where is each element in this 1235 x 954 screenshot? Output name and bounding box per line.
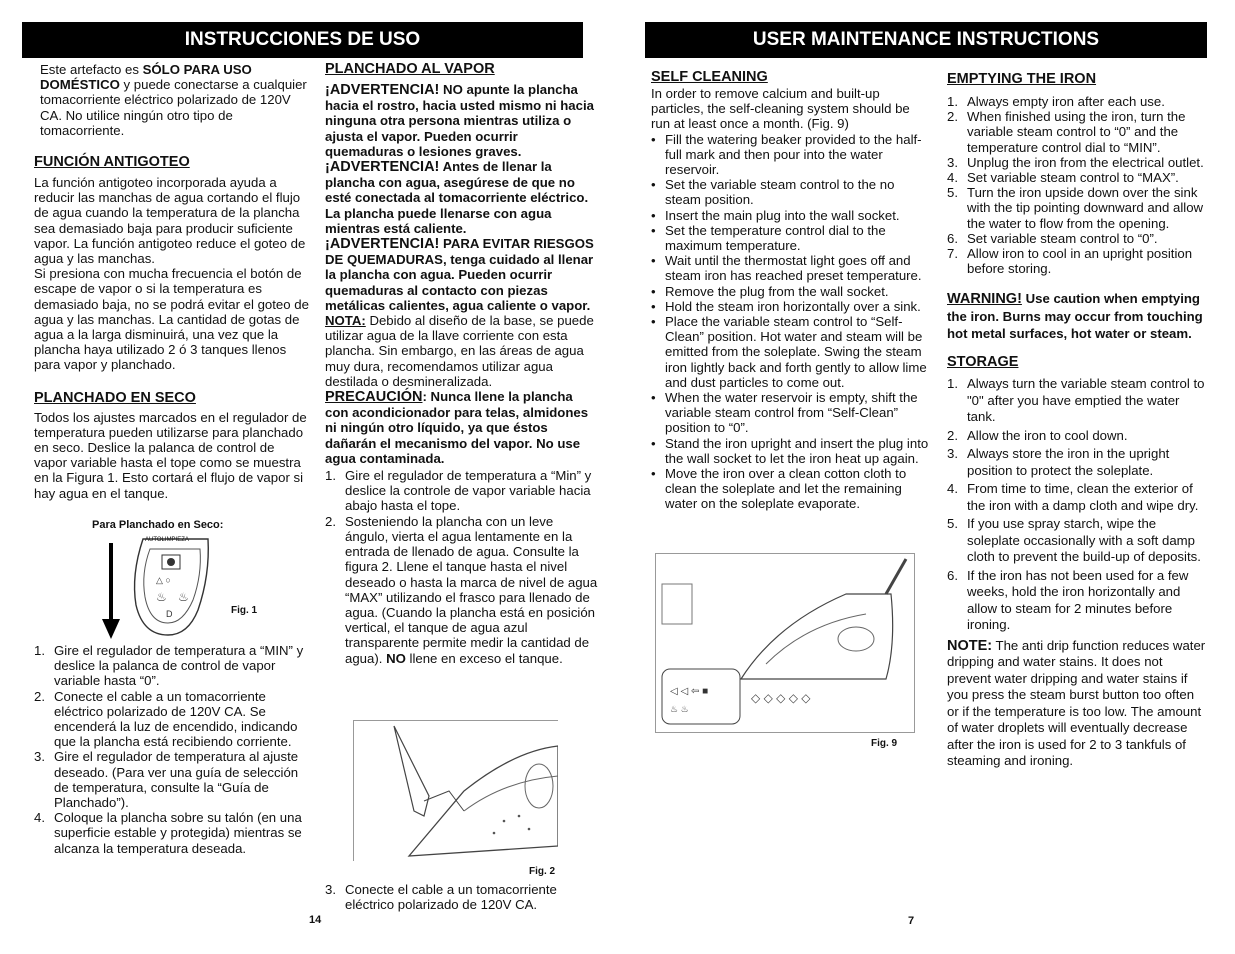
list-item: 6. Set variable steam control to “0”.	[947, 230, 1158, 246]
svg-text:D: D	[166, 609, 173, 619]
left-page-number: 14	[309, 914, 322, 926]
list-item: • When the water reservoir is empty, shift the variable steam control from “Self-Clean” position to “0”.	[651, 390, 918, 436]
emptying-title: EMPTYING THE IRON	[947, 71, 1097, 87]
list-item: 4. From time to time, clean the exterior of the iron with a damp cloth and wipe dry.	[947, 481, 1199, 513]
list-item: 1. Always empty iron after each use.	[947, 94, 1165, 109]
svg-text:♨: ♨	[156, 590, 167, 604]
list-item: 5. Turn the iron upside down over the sink with the tip pointing downward and allow the water to flow from the opening.	[947, 185, 1204, 231]
svg-text:♨ ♨: ♨ ♨	[670, 704, 689, 714]
antigoteo-p2: Si presiona con mucha frecuencia el botón de escape de vapor o si la temperatura es demasiado baja, no se podrá evitar el goteo de agua y las manchas. La cantidad de gotas de agua a la larga disminuirá, una vez que la plancha haya utilizado 2 ó 3 tanques llenos para vapor y planchado.	[34, 266, 309, 373]
list-item: • Wait until the thermostat light goes off and steam iron has reached preset temperature.	[651, 253, 922, 284]
list-item: • Insert the main plug into the wall socket.	[651, 207, 900, 223]
seco-steps	[34, 643, 314, 856]
right-page-number: 7	[908, 915, 915, 927]
right-column-2	[947, 71, 1209, 770]
svg-text:△ ○: △ ○	[156, 575, 171, 585]
list-item: 1. Always turn the variable steam control to "0" after you have emptied the water tank.	[947, 376, 1205, 425]
warning-2: ¡ADVERTENCIA! Antes de llenar la plancha con agua, asegúrese de que no esté conectada al tomacorriente eléctrico. La plancha puede llenarse con agua mientras está caliente.	[325, 159, 589, 236]
fig1-text: AUTOLIMPIEZA	[145, 537, 189, 543]
list-item: 2. Conecte el cable a un tomacorriente eléctrico polarizado de 120V CA. Se encenderá la luz de encendido, indicando que la plancha está recibiendo corriente.	[34, 688, 298, 750]
warning-3: ¡ADVERTENCIA! PARA EVITAR RIESGOS DE QUEMADURAS, tenga cuidado al llenar la plancha con agua. Pueden ocurrir quemaduras al contacto con piezas metálicas calientes, agua caliente o vapor.	[325, 236, 594, 313]
vapor-step-3	[325, 882, 601, 912]
list-item: • Remove the plug from the wall socket.	[651, 283, 889, 299]
self-cleaning-title: SELF CLEANING	[651, 69, 768, 85]
list-item: 2. Sosteniendo la plancha con un leve ángulo, vierta el agua lentamente en la entrada de llenado de agua. Consulte la figura 2. Llene el tanque hasta el nivel deseado o hasta la marca de nivel de agua “MAX” utilizando el frasco para llenado de agua. (Cuando la plancha está en posición vertical, el tanque de agua azul transparente permite medir la cantidad de agua). NO llene en exceso el tanque.	[325, 513, 598, 666]
self-cleaning-intro: In order to remove calcium and built-up particles, the self-cleaning system should be run at least once a month. (Fig. 9)	[651, 86, 910, 132]
list-item: 6. If the iron has not been used for a few weeks, hold the iron horizontally and allow to steam for 2 minutes before ironing.	[947, 567, 1189, 633]
svg-text:◇ ◇ ◇ ◇ ◇: ◇ ◇ ◇ ◇ ◇	[751, 691, 811, 705]
fig1-illustration	[98, 535, 238, 643]
fig2-illustration	[353, 720, 558, 861]
warning-1: ¡ADVERTENCIA! NO apunte la plancha hacia el rostro, hacia usted mismo ni hacia ninguna otra persona mientras utiliza o ajusta el vapor. Pueden ocurrir quemaduras o lesiones graves.	[325, 82, 594, 159]
list-item: • Set the temperature control dial to the maximum temperature.	[651, 222, 886, 254]
fig9-illustration	[655, 553, 915, 733]
left-column-1	[34, 62, 310, 501]
vapor-title: PLANCHADO AL VAPOR	[325, 61, 495, 77]
list-item: 2. When finished using the iron, turn the variable steam control to “0” and the temperature control dial to “MIN”.	[947, 109, 1186, 155]
list-item: 3. Gire el regulador de temperatura al ajuste deseado. (Para ver una guía de selección de temperatura, consulte la “Guía de Planchado”).	[34, 749, 299, 811]
list-item: 4. Coloque la plancha sobre su talón (en una superficie estable y protegida) mientras se alcanza la temperatura deseada.	[34, 810, 302, 856]
note-text: NOTE: The anti drip function reduces water dripping and water stains. It does not prevent water dripping and water stains if you press the steam burst button too often or if the temperature is too low. The amount of water droplets will eventually decrease after the iron is used for 2 to 3 tankfuls of steaming and ironing.	[947, 637, 1206, 769]
warning-emptying: WARNING! Use caution when emptying the iron. Burns may occur from touching hot metal surfaces, hot water or steam.	[947, 291, 1203, 342]
left-column-2	[325, 61, 599, 666]
storage-title: STORAGE	[947, 354, 1019, 371]
antigoteo-title: FUNCIÓN ANTIGOTEO	[34, 154, 190, 171]
fig2-label: Fig. 2	[529, 866, 556, 877]
seco-title: PLANCHADO EN SECO	[34, 389, 196, 406]
seco-p1: Todos los ajustes marcados en el regulador de temperatura pueden utilizarse para planchado en seco. Deslice la palanca de control de vapor variable hasta el tope como se muestra en la Figura 1. Esto cortará el flujo de vapor si hay agua en el tanque.	[34, 409, 307, 501]
fig1-label: Fig. 1	[231, 605, 258, 616]
list-item: 3. Unplug the iron from the electrical outlet.	[947, 154, 1204, 170]
nota-text: NOTA: Debido al diseño de la base, se puede utilizar agua de la llave corriente con esta plancha. Sin embargo, en las áreas de agua muy dura, recomendamos utilizar agua destilada o desmineralizada.	[325, 313, 594, 389]
fig9-label: Fig. 9	[871, 738, 898, 749]
svg-text:♨: ♨	[178, 590, 189, 604]
list-item: 1. Gire el regulador de temperatura a “Min” y deslice la controle de vapor variable hacia abajo hasta el tope.	[325, 468, 592, 514]
list-item: 2. Allow the iron to cool down.	[947, 427, 1128, 443]
left-header: INSTRUCCIONES DE USO	[22, 22, 583, 58]
list-item: 1. Gire el regulador de temperatura a “MIN” y deslice la palanca de control de vapor variable hasta “0”.	[34, 643, 304, 689]
antigoteo-p1: La función antigoteo incorporada ayuda a reducir las manchas de agua cortando el flujo de agua cuando la temperatura de la plancha sea demasiado baja para producir suficiente vapor. La función antigoteo reduce el goteo de agua y las manchas.	[34, 175, 306, 267]
list-item: 7. Allow iron to cool in an upright position before storing.	[947, 246, 1193, 277]
list-item: 4. Set variable steam control to “MAX”.	[947, 170, 1179, 186]
list-item: • Hold the steam iron horizontally over a sink.	[651, 298, 921, 314]
list-item: • Fill the watering beaker provided to the half-full mark and then pour into the water reservoir.	[651, 131, 922, 178]
list-item: 3. Conecte el cable a un tomacorriente eléctrico polarizado de 120V CA.	[325, 882, 557, 913]
list-item: 3. Always store the iron in the upright position to protect the soleplate.	[947, 446, 1170, 478]
list-item: 5. If you use spray starch, wipe the soleplate occasionally with a soft damp cloth to prevent the build-up of deposits.	[947, 516, 1201, 565]
precaucion-text: PRECAUCIÓN: Nunca llene la plancha con acondicionador para telas, almidones ni ningún otro líquido, ya que éstos dañarán el mecanismo del vapor. No use agua contaminada.	[325, 389, 589, 466]
right-column-1	[651, 69, 931, 512]
svg-text:◁ ◁ ⇦ ■: ◁ ◁ ⇦ ■	[670, 686, 709, 697]
right-header: USER MAINTENANCE INSTRUCTIONS	[645, 22, 1207, 58]
list-item: • Set the variable steam control to the no steam position.	[651, 177, 895, 208]
list-item: • Stand the iron upright and insert the plug into the wall socket to let the iron heat up again.	[651, 435, 929, 466]
intro-text: Este artefacto es SÓLO PARA USO DOMÉSTICO y puede conectarse a cualquier tomacorriente eléctrico polarizado de 120V CA. No utilice ningún otro tipo de tomacorriente.	[40, 62, 307, 138]
fig1-caption: Para Planchado en Seco:	[92, 519, 224, 531]
list-item: • Move the iron over a clean cotton cloth to clean the soleplate and let the remaining water on the soleplate evaporate.	[651, 466, 907, 512]
list-item: • Place the variable steam control to “Self-Clean” position. Hot water and steam will be emitted from the soleplate. Swing the steam iron lightly back and forth gently to allow lime and dust particles to come out.	[651, 314, 927, 390]
